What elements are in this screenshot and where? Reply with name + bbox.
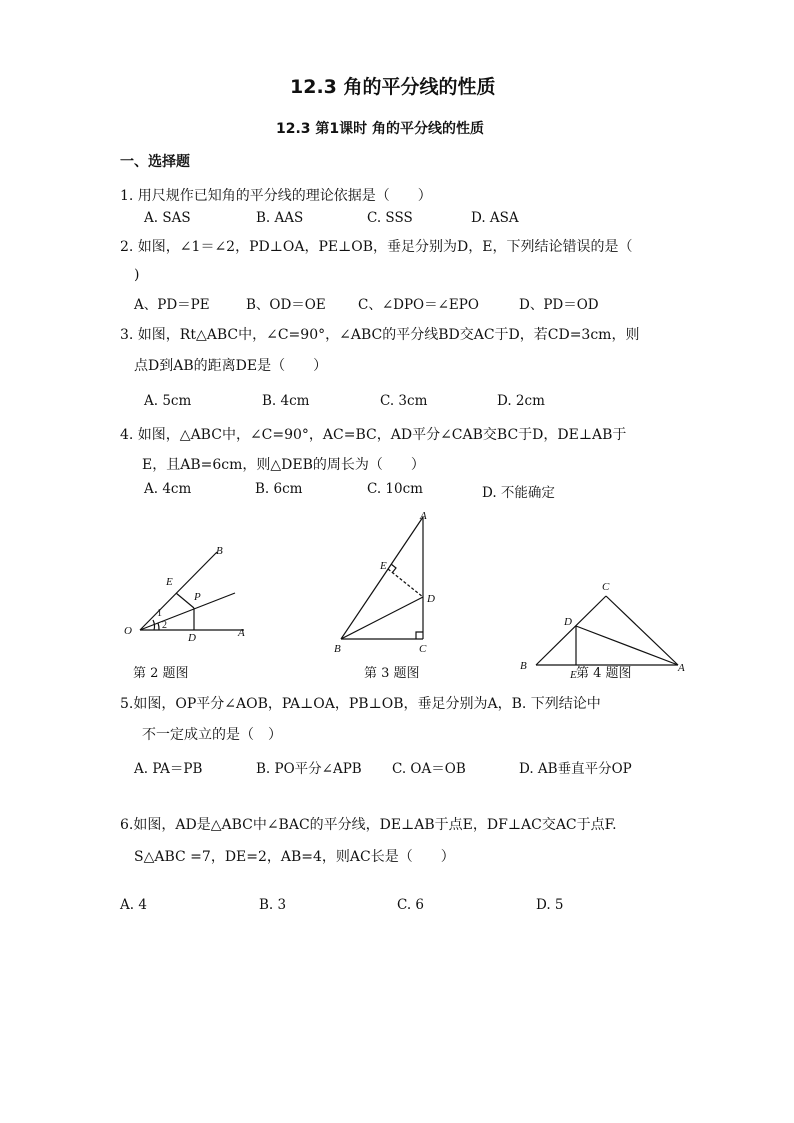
page-title: 12.3 角的平分线的性质 <box>290 76 496 98</box>
question-1-option-a: A. SAS <box>144 210 191 226</box>
question-4-option-b: B. 6cm <box>255 481 303 497</box>
fig3-label-b: B <box>334 643 341 655</box>
question-5-option-c: C. OA＝OB <box>392 761 466 777</box>
question-3-option-d: D. 2cm <box>497 393 545 409</box>
question-4-option-a: A. 4cm <box>144 481 192 497</box>
question-2-option-a: A、PD＝PE <box>134 297 210 313</box>
question-6-option-b: B. 3 <box>259 897 287 913</box>
question-4-option-c: C. 10cm <box>367 481 423 497</box>
question-2-option-d: D、PD＝OD <box>519 297 599 313</box>
section-heading: 一、选择题 <box>120 154 190 170</box>
question-6-stem: 6.如图，AD是△ABC中∠BAC的平分线，DE⊥AB于点E，DF⊥AC交AC于点F. <box>120 817 617 833</box>
fig4-label-d: D <box>564 616 572 628</box>
fig4-label-e: E <box>570 669 577 681</box>
fig4-label-c: C <box>602 581 610 593</box>
question-2-stem-cont: ) <box>120 267 140 283</box>
question-4-option-d: D. 不能确定 <box>482 485 555 501</box>
question-3-option-a: A. 5cm <box>144 393 192 409</box>
question-5-option-b: B. PO平分∠APB <box>256 761 362 777</box>
question-3-stem-cont: 点D到AB的距离DE是（ ） <box>134 358 328 374</box>
figure-2-caption: 第 2 题图 <box>133 666 189 681</box>
question-6-option-c: C. 6 <box>397 897 425 913</box>
question-6-option-d: D. 5 <box>536 897 564 913</box>
question-2-stem: 2. 如图，∠1＝∠2，PD⊥OA，PE⊥OB，垂足分别为D，E，下列结论错误的是（ <box>120 239 633 255</box>
question-4-stem: 4. 如图，△ABC中，∠C=90°，AC=BC，AD平分∠CAB交BC于D，DE⊥AB于 <box>120 427 627 443</box>
fig2-label-2: 2 <box>162 620 167 631</box>
question-4-stem-cont: E，且AB=6cm，则△DEB的周长为（ ） <box>142 457 425 473</box>
question-5-option-d: D. AB垂直平分OP <box>519 761 632 777</box>
figure-3-caption: 第 3 题图 <box>364 666 420 681</box>
question-1-stem: 1. 用尺规作已知角的平分线的理论依据是（ ） <box>120 188 432 204</box>
fig2-label-e: E <box>166 576 173 588</box>
question-5-option-a: A. PA＝PB <box>134 761 203 777</box>
fig3-label-d: D <box>427 593 435 605</box>
question-1-option-c: C. SSS <box>367 210 413 226</box>
figure-4-caption: 第 4 题图 <box>576 666 632 681</box>
question-1-option-d: D. ASA <box>471 210 519 226</box>
question-6-option-a: A. 4 <box>120 897 147 913</box>
question-6-stem-cont: S△ABC =7，DE=2，AB=4，则AC长是（ ） <box>134 849 455 865</box>
fig3-label-c: C <box>419 643 427 655</box>
fig2-label-o: O <box>124 625 132 637</box>
question-3-stem: 3. 如图，Rt△ABC中，∠C=90°，∠ABC的平分线BD交AC于D，若CD=3cm，则 <box>120 327 640 343</box>
question-5-stem-cont: 不一定成立的是（ ） <box>142 727 282 743</box>
fig2-label-p: P <box>194 591 201 603</box>
question-1-option-b: B. AAS <box>256 210 304 226</box>
fig4-label-a: A <box>678 662 685 674</box>
fig2-label-a: A <box>238 627 245 639</box>
fig2-label-b: B <box>216 545 223 557</box>
fig2-label-1: 1 <box>157 608 162 619</box>
question-2-option-c: C、∠DPO＝∠EPO <box>358 297 479 313</box>
fig3-label-e: E <box>380 560 387 572</box>
figure-3-right-triangle <box>318 505 448 660</box>
question-3-option-c: C. 3cm <box>380 393 428 409</box>
question-3-option-b: B. 4cm <box>262 393 310 409</box>
question-5-stem: 5.如图，OP平分∠AOB，PA⊥OA，PB⊥OB，垂足分别为A，B. 下列结论中 <box>120 696 601 712</box>
fig4-label-b: B <box>520 660 527 672</box>
figure-2-angle-bisector <box>118 540 258 680</box>
fig2-label-d: D <box>188 632 196 644</box>
lesson-subtitle: 12.3 第1课时 角的平分线的性质 <box>276 121 485 137</box>
fig3-label-a: A <box>420 510 427 522</box>
question-2-option-b: B、OD＝OE <box>246 297 326 313</box>
